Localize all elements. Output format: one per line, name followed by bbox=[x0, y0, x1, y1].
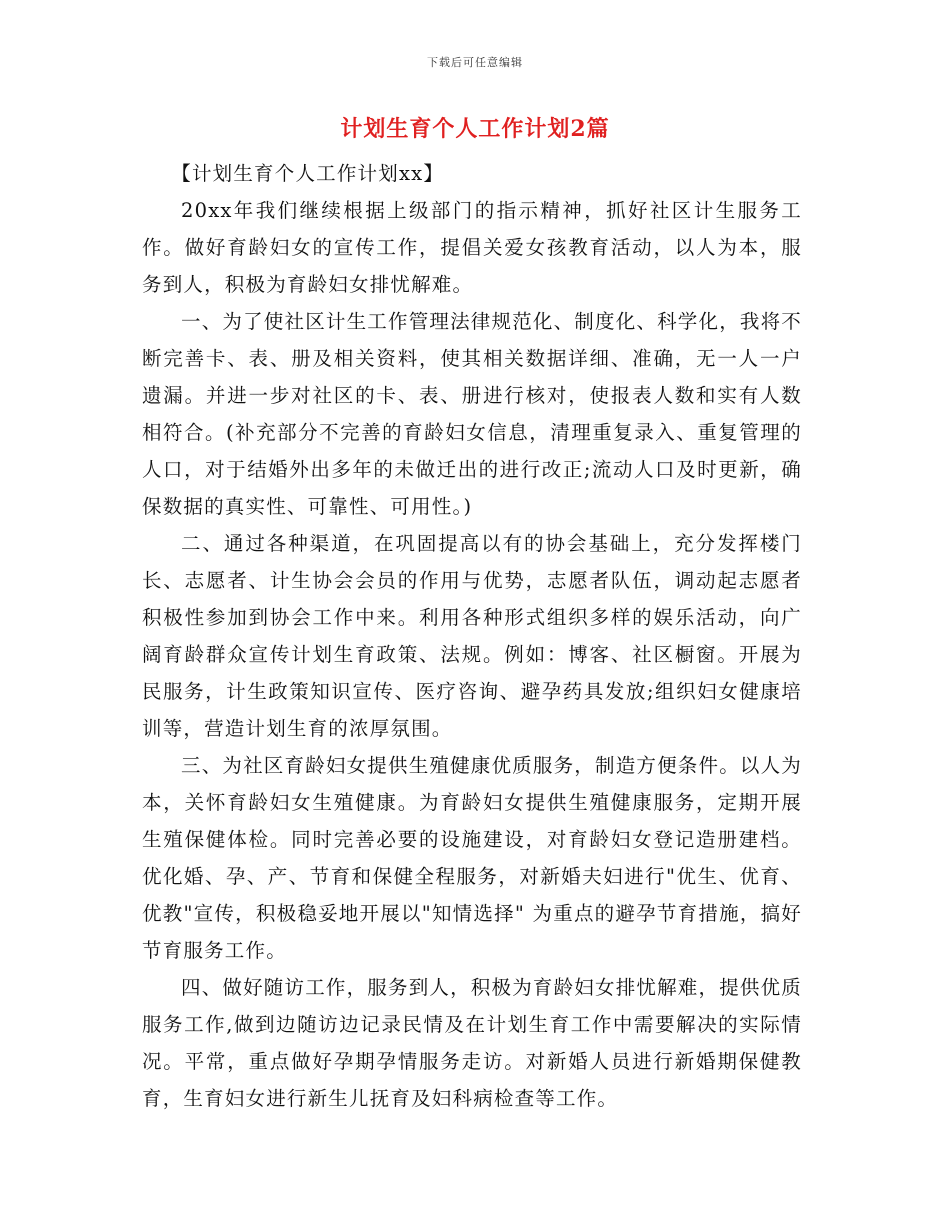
document-body bbox=[142, 155, 802, 1117]
section-label: 【计划生育个人工作计划xx】 bbox=[171, 162, 445, 185]
paragraph-intro: 20xx年我们继续根据上级部门的指示精神，抓好社区计生服务工作。做好育龄妇女的宣传工作，提倡关爱女孩教育活动，以人为本，服务到人，积极为育龄妇女排忧解难。 bbox=[142, 199, 802, 296]
paragraph-item-2: 二、通过各种渠道，在巩固提高以有的协会基础上，充分发挥楼门长、志愿者、计生协会会员的作用与优势，志愿者队伍，调动起志愿者积极性参加到协会工作中来。利用各种形式组织多样的娱乐活动，向广阔育龄群众宣传计划生育政策、法规。例如：博客、社区橱窗。开展为民服务，计生政策知识宣传、医疗咨询、避孕药具发放;组织妇女健康培训等，营造计划生育的浓厚氛围。 bbox=[142, 532, 802, 740]
paragraph-item-3: 三、为社区育龄妇女提供生殖健康优质服务，制造方便条件。以人为本，关怀育龄妇女生殖健康。为育龄妇女提供生殖健康服务，定期开展生殖保健体检。同时完善必要的设施建设，对育龄妇女登记造册建档。优化婚、孕、产、节育和保健全程服务，对新婚夫妇进行"优生、优育、优教"宣传，积极稳妥地开展以"知情选择" 为重点的避孕节育措施，搞好节育服务工作。 bbox=[142, 754, 803, 962]
paragraph-item-1: 一、为了使社区计生工作管理法律规范化、制度化、科学化，我将不断完善卡、表、册及相关资料，使其相关数据详细、准确，无一人一户遗漏。并进一步对社区的卡、表、册进行核对，使报表人数和实有人数相符合。(补充部分不完善的育龄妇女信息，清理重复录入、重复管理的人口，对于结婚外出多年的未做迁出的进行改正;流动人口及时更新，确保数据的真实性、可靠性、可用性。) bbox=[142, 310, 803, 518]
header-note: 下载后可任意编辑 bbox=[427, 56, 523, 69]
paragraph-item-4: 四、做好随访工作，服务到人，积极为育龄妇女排忧解难，提供优质服务工作,做到边随访边记录民情及在计划生育工作中需要解决的实际情况。平常，重点做好孕期孕情服务走访。对新婚人员进行新婚期保健教育，生育妇女进行新生儿抚育及妇科病检查等工作。 bbox=[142, 976, 803, 1110]
document-title: 计划生育个人工作计划2篇 bbox=[340, 116, 610, 142]
